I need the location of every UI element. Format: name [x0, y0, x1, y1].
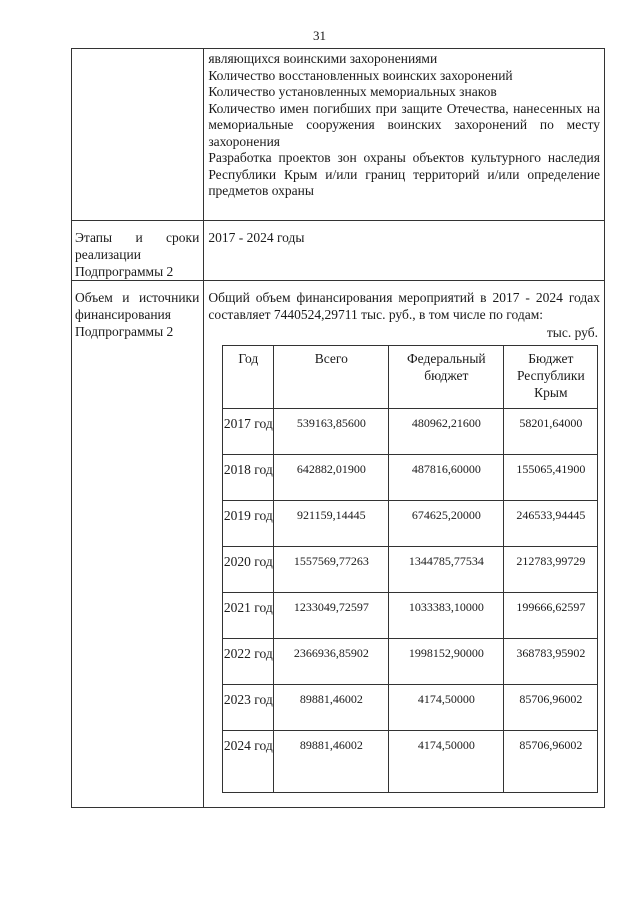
finance-row: [72, 281, 605, 808]
stages-row: [72, 221, 605, 281]
indicators-row: [72, 49, 605, 221]
cell-total: 89881,46002: [274, 731, 389, 793]
cell-regional: 199666,62597: [504, 593, 598, 639]
indicator-line: Количество имен погибших при защите Отечества, нанесенных на мемориальные сооружения воинских захоронений по месту захоронения: [208, 100, 600, 149]
cell-federal: 674625,20000: [389, 501, 504, 547]
cell-regional: 212783,99729: [504, 547, 598, 593]
cell-year: 2020 год: [223, 547, 274, 593]
cell-year: 2022 год: [223, 639, 274, 685]
cell-year: 2019 год: [223, 501, 274, 547]
page-number: 31: [313, 28, 326, 43]
header-federal: Федеральный бюджет: [389, 346, 504, 409]
cell-year: 2024 год: [223, 731, 274, 793]
finance-table: [222, 345, 598, 793]
cell-total: 642882,01900: [274, 455, 389, 501]
finance-unit: тыс. руб.: [546, 325, 598, 340]
header-year: Год: [223, 346, 274, 409]
header-total: Всего: [274, 346, 389, 409]
cell-total: 921159,14445: [274, 501, 389, 547]
cell-year: 2017 год: [223, 409, 274, 455]
cell-federal: 480962,21600: [389, 409, 504, 455]
table-row: [223, 685, 598, 731]
indicators-value-cell: [204, 49, 605, 221]
indicator-line: Разработка проектов зон охраны объектов культурного наследия Республики Крым и/или границ территорий и/или определение предметов охраны: [208, 150, 600, 198]
cell-total: 1233049,72597: [274, 593, 389, 639]
passport-table: [71, 48, 605, 808]
table-row: [223, 639, 598, 685]
cell-regional: 58201,64000: [504, 409, 598, 455]
cell-federal: 1033383,10000: [389, 593, 504, 639]
finance-value-cell: [204, 281, 605, 808]
table-row: [223, 409, 598, 455]
finance-table-header: [223, 346, 598, 409]
indicators-label-cell: [72, 49, 204, 221]
cell-federal: 4174,50000: [389, 685, 504, 731]
cell-federal: 487816,60000: [389, 455, 504, 501]
finance-label-cell: [72, 281, 204, 808]
table-row: [223, 547, 598, 593]
finance-label: Объем и источники финансирования Подпрограммы 2: [75, 290, 200, 339]
cell-total: 2366936,85902: [274, 639, 389, 685]
indicator-line: Количество восстановленных воинских захоронений: [208, 67, 513, 83]
cell-year: 2021 год: [223, 593, 274, 639]
cell-regional: 85706,96002: [504, 685, 598, 731]
table-row: [223, 731, 598, 793]
cell-year: 2018 год: [223, 455, 274, 501]
cell-total: 1557569,77263: [274, 547, 389, 593]
stages-label: Этапы и сроки реализации Подпрограммы 2: [75, 230, 200, 279]
table-row: [223, 455, 598, 501]
cell-regional: 246533,94445: [504, 501, 598, 547]
stages-value: 2017 - 2024 годы: [208, 230, 305, 245]
cell-total: 89881,46002: [274, 685, 389, 731]
header-regional: Бюджет Республики Крым: [504, 346, 598, 409]
table-row: [223, 501, 598, 547]
cell-regional: 368783,95902: [504, 639, 598, 685]
cell-year: 2023 год: [223, 685, 274, 731]
cell-federal: 1344785,77534: [389, 547, 504, 593]
stages-value-cell: [204, 221, 605, 281]
finance-intro: Общий объем финансирования мероприятий в 2017 - 2024 годах составляет 7440524,29711 тыс. руб., в том числе по годам:: [208, 290, 600, 322]
stages-label-cell: [72, 221, 204, 281]
cell-federal: 1998152,90000: [389, 639, 504, 685]
cell-federal: 4174,50000: [389, 731, 504, 793]
cell-regional: 85706,96002: [504, 731, 598, 793]
cell-regional: 155065,41900: [504, 455, 598, 501]
indicator-line: Количество установленных мемориальных знаков: [208, 84, 497, 99]
indicator-line: являющихся воинскими захоронениями: [208, 51, 438, 66]
table-row: [223, 593, 598, 639]
cell-total: 539163,85600: [274, 409, 389, 455]
